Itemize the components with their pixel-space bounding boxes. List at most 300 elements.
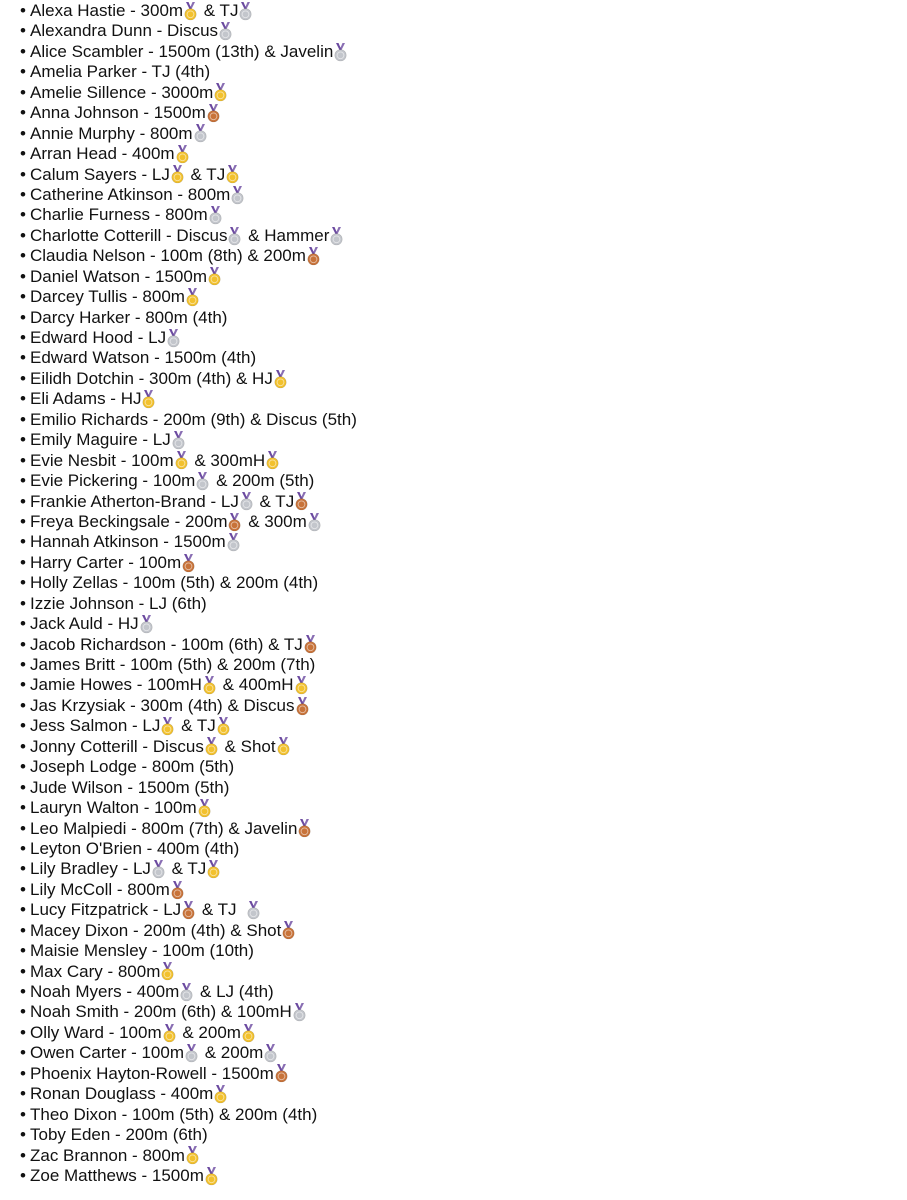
bullet-point: •	[20, 82, 26, 102]
bullet-point: •	[20, 838, 26, 858]
list-item	[0, 103, 907, 123]
result-text: Lily Bradley - LJ	[30, 859, 151, 879]
bullet-point: •	[20, 1165, 26, 1185]
bullet-point: •	[20, 818, 26, 838]
result-text: James Britt - 100m (5th) & 200m (7th)	[30, 655, 316, 674]
silver-medal-icon	[227, 227, 242, 246]
athlete-result	[30, 880, 186, 900]
bullet-point: •	[20, 225, 26, 245]
bullet-point: •	[20, 103, 26, 123]
bronze-medal-icon	[227, 513, 242, 532]
silver-medal-icon	[179, 983, 194, 1002]
gold-medal-icon	[183, 2, 198, 21]
bronze-medal-icon	[303, 635, 318, 654]
gold-medal-icon	[213, 83, 228, 102]
silver-medal-icon	[230, 186, 245, 205]
bullet-point: •	[20, 1043, 26, 1063]
list-item	[0, 62, 907, 82]
list-item	[0, 696, 907, 716]
silver-medal-icon	[184, 1044, 199, 1063]
athlete-result	[30, 83, 229, 103]
silver-medal-icon	[139, 615, 154, 634]
result-text: Holly Zellas - 100m (5th) & 200m (4th)	[30, 573, 319, 593]
list-item	[0, 1002, 907, 1022]
result-text: Daniel Watson - 1500m	[30, 266, 208, 286]
bullet-point: •	[20, 593, 26, 613]
athlete-result	[30, 1105, 317, 1125]
bullet-point: •	[20, 798, 26, 818]
bronze-medal-icon	[295, 697, 310, 716]
athlete-result	[30, 1023, 257, 1043]
bullet-point: •	[20, 205, 26, 225]
athlete-result	[30, 185, 246, 205]
list-item	[0, 42, 907, 62]
athlete-result	[30, 553, 197, 573]
result-text: Amelia Parker - TJ (4th)	[30, 62, 211, 82]
bullet-point: •	[20, 614, 26, 634]
athlete-result	[30, 492, 310, 512]
gold-medal-icon	[213, 1085, 228, 1104]
result-text: Lauryn Walton - 100m	[30, 798, 197, 818]
result-text: & Shot	[219, 736, 276, 756]
list-item	[0, 900, 907, 920]
list-item	[0, 757, 907, 777]
bullet-point: •	[20, 655, 26, 674]
list-item	[0, 635, 907, 655]
athlete-result	[30, 614, 155, 634]
bullet-point: •	[20, 62, 26, 82]
result-text: Claudia Nelson - 100m (8th) & 200m	[30, 246, 306, 266]
list-item	[0, 1043, 907, 1063]
list-item	[0, 451, 907, 471]
gold-medal-icon	[265, 451, 280, 470]
bullet-point: •	[20, 1145, 26, 1165]
result-text: Anna Johnson - 1500m	[30, 103, 206, 123]
bullet-point: •	[20, 1, 26, 20]
list-item	[0, 594, 907, 614]
athlete-result	[30, 532, 242, 552]
silver-medal-icon	[333, 43, 348, 62]
result-text: Jacob Richardson - 100m (6th) & TJ	[30, 634, 303, 654]
result-text: Ronan Douglass - 400m	[30, 1084, 214, 1104]
result-text: Eilidh Dotchin - 300m (4th) & HJ	[30, 368, 273, 388]
list-item	[0, 1105, 907, 1125]
bullet-point: •	[20, 1084, 26, 1104]
bronze-medal-icon	[281, 921, 296, 940]
list-item	[0, 165, 907, 185]
gold-medal-icon	[204, 1167, 219, 1186]
gold-medal-icon	[174, 451, 189, 470]
athlete-result	[30, 839, 239, 859]
athlete-result	[30, 62, 210, 82]
result-text: & TJ	[199, 1, 239, 20]
bullet-point: •	[20, 675, 26, 695]
athlete-result	[30, 859, 222, 879]
result-text: & 300mH	[189, 450, 266, 470]
result-text: Alice Scambler - 1500m (13th) & Javelin	[30, 41, 334, 61]
bullet-point: •	[20, 961, 26, 981]
result-text: Jude Wilson - 1500m (5th)	[30, 777, 230, 797]
result-text: & 200m	[200, 1043, 264, 1063]
bronze-medal-icon	[297, 819, 312, 838]
gold-medal-icon	[162, 1024, 177, 1043]
athlete-result	[30, 21, 234, 41]
bullet-point: •	[20, 348, 26, 368]
athlete-result	[30, 287, 201, 307]
list-item	[0, 410, 907, 430]
result-text: Theo Dixon - 100m (5th) & 200m (4th)	[30, 1104, 318, 1124]
list-item	[0, 880, 907, 900]
athlete-result	[30, 900, 262, 920]
silver-medal-icon	[151, 860, 166, 879]
athlete-result	[30, 328, 182, 348]
athlete-result	[30, 1, 254, 21]
list-item	[0, 1, 907, 21]
result-text: Noah Myers - 400m	[30, 982, 180, 1001]
result-text: Arran Head - 400m	[30, 144, 175, 164]
result-text: & TJ	[185, 164, 226, 184]
gold-medal-icon	[207, 267, 222, 286]
result-text: & LJ (4th)	[195, 982, 274, 1001]
bullet-point: •	[20, 389, 26, 409]
bullet-point: •	[20, 287, 26, 307]
bullet-point: •	[20, 266, 26, 286]
result-text: Annie Murphy - 800m	[30, 123, 193, 143]
list-item	[0, 941, 907, 961]
result-text: Charlotte Cotterill - Discus	[30, 225, 228, 245]
result-text: & 300m	[243, 511, 307, 531]
athlete-result	[30, 573, 318, 593]
athlete-result	[30, 778, 229, 798]
athlete-result	[30, 594, 207, 614]
bullet-point: •	[20, 450, 26, 470]
athlete-result	[30, 471, 314, 491]
list-item	[0, 798, 907, 818]
bronze-medal-icon	[306, 247, 321, 266]
result-text: & TJ	[197, 900, 246, 920]
list-item	[0, 389, 907, 409]
bullet-point: •	[20, 144, 26, 164]
list-item	[0, 1166, 907, 1186]
result-text: & TJ	[254, 491, 295, 511]
list-item	[0, 859, 907, 879]
list-item	[0, 819, 907, 839]
bronze-medal-icon	[181, 554, 196, 573]
result-text: Noah Smith - 200m (6th) & 100mH	[30, 1002, 292, 1022]
bullet-point: •	[20, 859, 26, 879]
athlete-result	[30, 655, 315, 675]
result-text: Macey Dixon - 200m (4th) & Shot	[30, 920, 282, 940]
athlete-result	[30, 348, 256, 368]
athlete-result	[30, 451, 281, 471]
bullet-point: •	[20, 900, 26, 920]
result-text: Maisie Mensley - 100m (10th)	[30, 941, 254, 961]
bullet-point: •	[20, 573, 26, 593]
silver-medal-icon	[307, 513, 322, 532]
athlete-result	[30, 226, 345, 246]
result-text: Darcey Tullis - 800m	[30, 287, 185, 307]
list-item	[0, 1146, 907, 1166]
bullet-point: •	[20, 634, 26, 654]
silver-medal-icon	[171, 431, 186, 450]
silver-medal-icon	[195, 472, 210, 491]
list-item	[0, 144, 907, 164]
bullet-point: •	[20, 246, 26, 266]
result-text: & TJ	[166, 859, 207, 879]
athlete-result	[30, 205, 224, 225]
athlete-result	[30, 982, 274, 1002]
athlete-result	[30, 921, 297, 941]
bullet-point: •	[20, 123, 26, 143]
gold-medal-icon	[160, 962, 175, 981]
athlete-result	[30, 757, 234, 777]
list-item	[0, 532, 907, 552]
result-text: Hannah Atkinson - 1500m	[30, 532, 226, 552]
list-item	[0, 1084, 907, 1104]
list-item	[0, 308, 907, 328]
bullet-point: •	[20, 920, 26, 940]
bullet-point: •	[20, 184, 26, 204]
athlete-result	[30, 369, 289, 389]
list-item	[0, 83, 907, 103]
bullet-point: •	[20, 511, 26, 531]
bullet-point: •	[20, 941, 26, 961]
athlete-result	[30, 941, 254, 961]
result-text: Olly Ward - 100m	[30, 1022, 162, 1042]
result-text: Frankie Atherton-Brand - LJ	[30, 491, 239, 511]
result-text: Edward Watson - 1500m (4th)	[30, 348, 257, 368]
result-text: Jess Salmon - LJ	[30, 716, 161, 736]
athlete-result	[30, 716, 232, 736]
list-item	[0, 921, 907, 941]
result-text: Izzie Johnson - LJ (6th)	[30, 593, 207, 613]
gold-medal-icon	[276, 737, 291, 756]
bullet-point: •	[20, 1104, 26, 1124]
result-text: Jonny Cotterill - Discus	[30, 736, 204, 756]
silver-medal-icon	[246, 901, 261, 920]
result-text: Harry Carter - 100m	[30, 552, 182, 572]
gold-medal-icon	[175, 145, 190, 164]
result-text: Edward Hood - LJ	[30, 328, 167, 347]
result-text: Toby Eden - 200m (6th)	[30, 1125, 208, 1145]
list-item	[0, 471, 907, 491]
gold-medal-icon	[185, 288, 200, 307]
result-text: Joseph Lodge - 800m (5th)	[30, 757, 235, 777]
result-text: Jack Auld - HJ	[30, 614, 139, 634]
silver-medal-icon	[263, 1044, 278, 1063]
silver-medal-icon	[208, 206, 223, 225]
athlete-result	[30, 737, 292, 757]
list-item	[0, 185, 907, 205]
result-text: Zoe Matthews - 1500m	[30, 1165, 204, 1185]
bullet-point: •	[20, 307, 26, 327]
list-item	[0, 348, 907, 368]
gold-medal-icon	[206, 860, 221, 879]
result-text: Catherine Atkinson - 800m	[30, 184, 231, 204]
list-item	[0, 430, 907, 450]
athlete-result	[30, 144, 191, 164]
athlete-result	[30, 1043, 279, 1063]
silver-medal-icon	[329, 227, 344, 246]
list-item	[0, 655, 907, 675]
bullet-point: •	[20, 430, 26, 450]
result-text: & Hammer	[243, 225, 330, 245]
athlete-result	[30, 103, 222, 123]
result-text: Amelie Sillence - 3000m	[30, 82, 214, 102]
list-item	[0, 369, 907, 389]
athlete-result	[30, 1084, 229, 1104]
bullet-point: •	[20, 757, 26, 777]
bullet-point: •	[20, 552, 26, 572]
list-item	[0, 328, 907, 348]
bullet-point: •	[20, 1063, 26, 1083]
result-text: Alexa Hastie - 300m	[30, 1, 184, 20]
list-item	[0, 21, 907, 41]
bullet-point: •	[20, 1002, 26, 1022]
athlete-result	[30, 1002, 308, 1022]
athlete-result	[30, 1166, 220, 1186]
result-text: Jas Krzysiak - 300m (4th) & Discus	[30, 695, 295, 715]
result-text: Evie Pickering - 100m	[30, 471, 196, 491]
silver-medal-icon	[193, 124, 208, 143]
bronze-medal-icon	[274, 1064, 289, 1083]
athlete-result	[30, 798, 213, 818]
bronze-medal-icon	[206, 104, 221, 123]
athlete-result	[30, 1064, 290, 1084]
list-item	[0, 614, 907, 634]
gold-medal-icon	[170, 165, 185, 184]
bullet-point: •	[20, 1022, 26, 1042]
athlete-result	[30, 1125, 208, 1145]
bullet-point: •	[20, 777, 26, 797]
list-item	[0, 553, 907, 573]
gold-medal-icon	[141, 390, 156, 409]
bullet-point: •	[20, 41, 26, 61]
bullet-point: •	[20, 368, 26, 388]
athlete-result	[30, 635, 319, 655]
result-text: Charlie Furness - 800m	[30, 205, 208, 225]
bronze-medal-icon	[181, 901, 196, 920]
gold-medal-icon	[273, 370, 288, 389]
bullet-point: •	[20, 1125, 26, 1145]
athlete-result	[30, 675, 310, 695]
result-text: Freya Beckingsale - 200m	[30, 511, 228, 531]
result-text: Lily McColl - 800m	[30, 879, 170, 899]
gold-medal-icon	[160, 717, 175, 736]
silver-medal-icon	[292, 1003, 307, 1022]
results-list	[0, 1, 907, 1186]
gold-medal-icon	[202, 676, 217, 695]
silver-medal-icon	[218, 22, 233, 41]
list-item	[0, 267, 907, 287]
athlete-result	[30, 512, 323, 532]
result-text: Emilio Richards - 200m (9th) & Discus (5th)	[30, 409, 357, 429]
list-item	[0, 573, 907, 593]
athlete-result	[30, 267, 223, 287]
result-text: Owen Carter - 100m	[30, 1043, 184, 1063]
result-text: Calum Sayers - LJ	[30, 164, 170, 184]
athlete-result	[30, 696, 311, 716]
list-item	[0, 226, 907, 246]
result-text: Leyton O'Brien - 400m (4th)	[30, 838, 240, 858]
list-item	[0, 1023, 907, 1043]
result-text: Jamie Howes - 100mH	[30, 675, 202, 695]
athlete-result	[30, 308, 227, 328]
result-text: Max Cary - 800m	[30, 961, 161, 981]
list-item	[0, 512, 907, 532]
athlete-result	[30, 430, 187, 450]
list-item	[0, 839, 907, 859]
athlete-result	[30, 124, 209, 144]
result-text: Darcy Harker - 800m (4th)	[30, 307, 228, 327]
bronze-medal-icon	[294, 492, 309, 511]
gold-medal-icon	[185, 1146, 200, 1165]
result-text: Alexandra Dunn - Discus	[30, 21, 219, 41]
list-item	[0, 1125, 907, 1145]
athlete-result	[30, 1146, 201, 1166]
gold-medal-icon	[294, 676, 309, 695]
bullet-point: •	[20, 164, 26, 184]
gold-medal-icon	[197, 799, 212, 818]
gold-medal-icon	[216, 717, 231, 736]
list-item	[0, 675, 907, 695]
list-item	[0, 982, 907, 1002]
result-text: Eli Adams - HJ	[30, 389, 142, 409]
result-text: Emily Maguire - LJ	[30, 430, 171, 450]
list-item	[0, 962, 907, 982]
gold-medal-icon	[241, 1024, 256, 1043]
bullet-point: •	[20, 716, 26, 736]
silver-medal-icon	[166, 329, 181, 348]
gold-medal-icon	[225, 165, 240, 184]
athlete-result	[30, 389, 157, 409]
bullet-point: •	[20, 328, 26, 347]
result-text: Evie Nesbit - 100m	[30, 450, 174, 470]
bullet-point: •	[20, 879, 26, 899]
gold-medal-icon	[204, 737, 219, 756]
list-item	[0, 124, 907, 144]
athlete-result	[30, 246, 322, 266]
bullet-point: •	[20, 491, 26, 511]
list-item	[0, 287, 907, 307]
bullet-point: •	[20, 532, 26, 552]
athlete-result	[30, 819, 313, 839]
result-text: Leo Malpiedi - 800m (7th) & Javelin	[30, 818, 298, 838]
result-text: & TJ	[176, 716, 216, 736]
athlete-result	[30, 165, 241, 185]
athlete-result	[30, 962, 176, 982]
result-text: Lucy Fitzpatrick - LJ	[30, 900, 182, 920]
list-item	[0, 246, 907, 266]
bullet-point: •	[20, 982, 26, 1001]
result-text: & 200m (5th)	[211, 471, 315, 491]
silver-medal-icon	[239, 492, 254, 511]
list-item	[0, 1064, 907, 1084]
bullet-point: •	[20, 409, 26, 429]
bullet-point: •	[20, 736, 26, 756]
result-text: Phoenix Hayton-Rowell - 1500m	[30, 1063, 274, 1083]
silver-medal-icon	[226, 533, 241, 552]
list-item	[0, 716, 907, 736]
list-item	[0, 778, 907, 798]
bullet-point: •	[20, 21, 26, 41]
result-text: & 400mH	[217, 675, 294, 695]
silver-medal-icon	[238, 2, 253, 21]
list-item	[0, 205, 907, 225]
bullet-point: •	[20, 695, 26, 715]
result-text: Zac Brannon - 800m	[30, 1145, 185, 1165]
list-item	[0, 737, 907, 757]
